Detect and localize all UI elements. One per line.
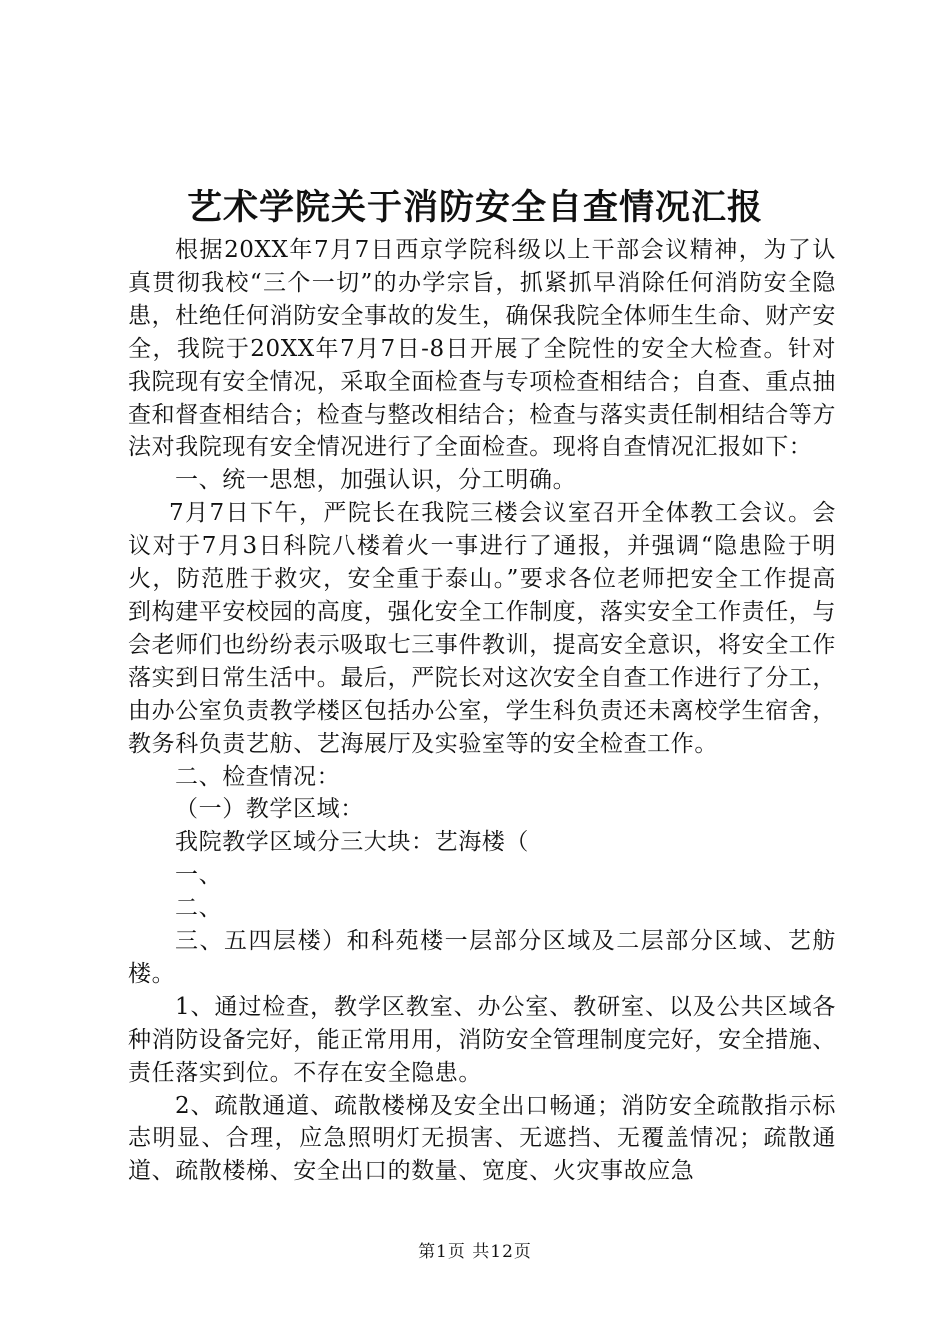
paragraph-item-2: 2、疏散通道、疏散楼梯及安全出口畅通；消防安全疏散指示标志明显、合理，应急照明灯无损害、无遮挡、无覆盖情况；疏散通道、疏散楼梯、安全出口的数量、宽度、火灾事故应急	[128, 1092, 836, 1185]
list-fragment-one: 一、	[175, 862, 223, 889]
paragraph-item-1: 1、通过检查，教学区教室、办公室、教研室、以及公共区域各种消防设备完好，能正常用用，消防安全管理制度完好，安全措施、责任落实到位。不存在安全隐患。	[128, 993, 836, 1086]
subsection-heading-teaching-area: （一）教学区域：	[175, 796, 364, 823]
list-fragment-two: 二、	[175, 895, 223, 922]
document-title: 艺术学院关于消防安全自查情况汇报	[186, 187, 763, 228]
section-heading-1: 一、统一思想，加强认识，分工明确。	[175, 467, 577, 494]
section-heading-2: 二、检查情况：	[175, 763, 341, 790]
paragraph-meeting: 7月7日下午，严院长在我院三楼会议室召开全体教工会议。会议对于7月3日科院八楼着火一事进行了通报，并强调“隐患险于明火，防范胜于救灾，安全重于泰山。”要求各位老师把安全工作提高到构建平安校园的高度，强化安全工作制度，落实安全工作责任，与会老师们也纷纷表示吸取七三事件教训，提高安全意识，将安全工作落实到日常生活中。最后，严院长对这次安全自查工作进行了分工，由办公室负责教学楼区包括办公室，学生科负责还未离校学生宿舍，教务科负责艺舫、艺海展厅及实验室等的安全检查工作。	[128, 500, 836, 757]
document-body	[128, 234, 836, 1188]
paragraph-intro: 根据20XX年7月7日西京学院科级以上干部会议精神，为了认真贯彻我校“三个一切”的办学宗旨，抓紧抓早消除任何消防安全隐患，杜绝任何消防安全事故的发生，确保我院全体师生生命、财产安全，我院于20XX年7月7日-8日开展了全院性的安全大检查。针对我院现有安全情况，采取全面检查与专项检查相结合；自查、重点抽查和督查相结合；检查与整改相结合；检查与落实责任制相结合等方法对我院现有安全情况进行了全面检查。现将自查情况汇报如下：	[128, 237, 836, 461]
page-number: 第1页 共12页	[418, 1242, 532, 1262]
paragraph-teaching-area: 我院教学区域分三大块：艺海楼（	[175, 829, 529, 856]
paragraph-buildings: 三、五四层楼）和科苑楼一层部分区域及二层部分区域、艺舫楼。	[128, 928, 836, 987]
